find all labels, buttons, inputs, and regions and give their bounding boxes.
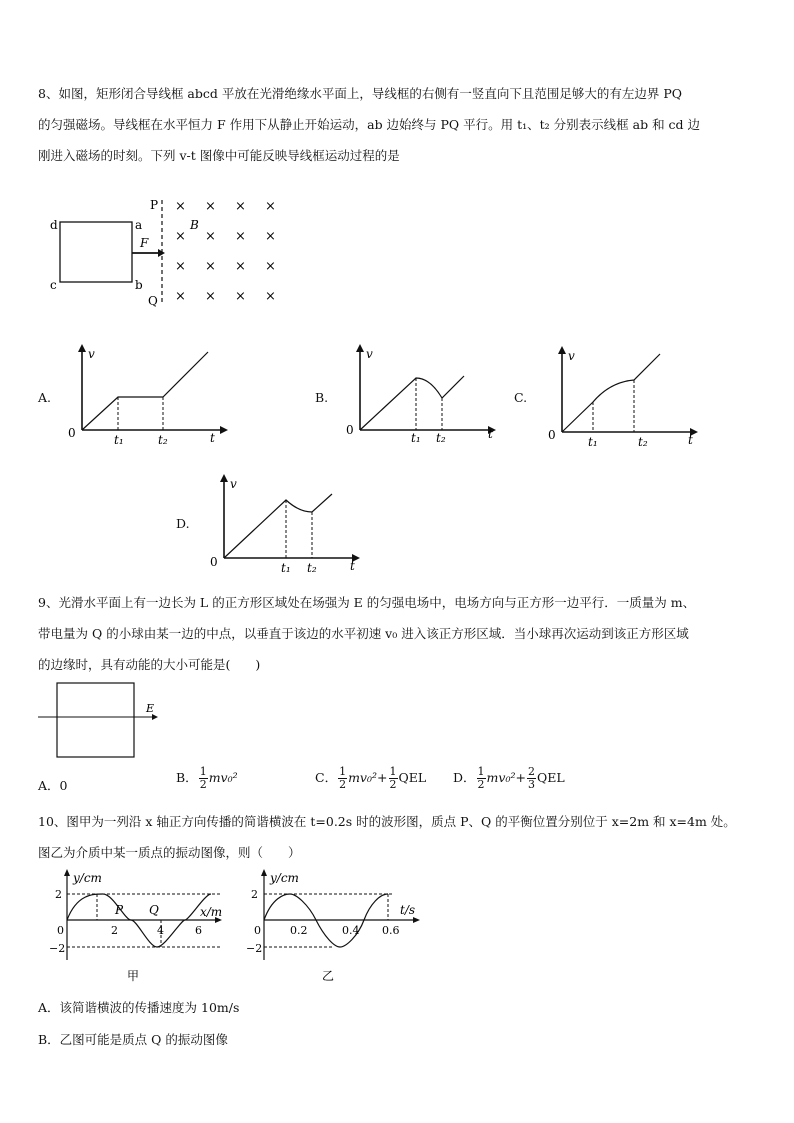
svg-text:t/s: t/s [400,903,416,917]
q9-line-1: 9、光滑水平面上有一边长为 L 的正方形区域处在场强为 E 的匀强电场中，电场方向与正方形一边平行．一质量为 m、 [38,595,696,610]
svg-text:0.4: 0.4 [342,924,360,937]
q8-line-2: 的匀强磁场。导线框在水平恒力 F 作用下从静止开始运动，ab 边始终与 PQ 平行。用 t₁、t₂ 分别表示线框 ab 和 cd 边 [38,117,701,132]
wire-frame [60,222,132,282]
svg-text:t: t [488,427,493,441]
q9-option-A[interactable]: A．0 [38,778,68,793]
q8-option-C-label[interactable]: C. [514,390,528,405]
q8-graph-B [338,340,508,450]
label-P: P [150,198,159,212]
q8-graph-D [202,472,372,582]
q9-line-2: 带电量为 Q 的小球由某一边的中点，以垂直于该边的水平初速 v₀ 进入该正方形区域．当小球再次运动到该正方形区域 [38,626,689,641]
label-a: a [135,218,143,232]
caption-yi: 乙 [322,969,335,983]
svg-text:0: 0 [254,924,261,937]
svg-text:0: 0 [210,555,218,569]
svg-text:×: × [205,259,216,274]
svg-text:−2: −2 [246,942,263,955]
svg-text:t₂: t₂ [307,561,317,575]
square-region [57,683,134,757]
svg-text:6: 6 [195,924,202,937]
v-t-curve [82,352,208,430]
q8-option-D-label[interactable]: D. [176,516,190,531]
v-t-curve [562,354,660,432]
svg-text:t₁: t₁ [588,435,598,449]
svg-text:4: 4 [157,924,164,937]
svg-text:t₂: t₂ [638,435,648,449]
svg-text:v: v [230,477,237,491]
svg-text:t₁: t₁ [281,561,291,575]
svg-text:×: × [205,289,216,304]
svg-text:×: × [265,229,276,244]
svg-text:v: v [88,347,95,361]
q8-graph-C [540,340,710,450]
svg-text:0: 0 [57,924,64,937]
svg-text:0.2: 0.2 [290,924,308,937]
svg-text:−2: −2 [49,942,66,955]
svg-text:×: × [175,229,186,244]
q9-option-D[interactable]: D． $\frac{1}{2}$ mv₀²+ $\frac{2}{3}$ QEL [453,765,565,791]
svg-text:×: × [175,289,186,304]
svg-text:y/cm: y/cm [270,871,299,885]
svg-text:×: × [265,199,276,214]
label-b: b [135,278,143,292]
q8-option-A-label[interactable]: A. [38,390,52,405]
vibration-graph-yi [248,868,428,983]
label-d: d [50,218,58,232]
svg-text:×: × [205,199,216,214]
q10-line-2: 图乙为介质中某一质点的振动图像，则（ ） [38,845,301,860]
v-t-curve [224,494,332,558]
q9-option-C[interactable]: C． $\frac{1}{2}$ mv₀²+ $\frac{1}{2}$ QEL [315,765,427,791]
svg-text:×: × [205,229,216,244]
q9-line-3: 的边缘时，具有动能的大小可能是( ) [38,657,261,672]
svg-text:×: × [175,259,186,274]
svg-text:x/m: x/m [200,905,223,919]
svg-text:0.6: 0.6 [382,924,400,937]
label-B: B [190,218,199,232]
q10-option-A[interactable]: A．该简谐横波的传播速度为 10m/s [38,1000,240,1015]
svg-text:×: × [235,229,246,244]
label-F: F [140,236,149,250]
q8-setup-figure [40,195,290,310]
svg-text:v: v [568,349,575,363]
svg-text:×: × [235,289,246,304]
svg-text:2: 2 [55,888,62,901]
q10-line-1: 10、图甲为一列沿 x 轴正方向传播的简谐横波在 t=0.2s 时的波形图，质点 P、Q 的平衡位置分别位于 x=2m 和 x=4m 处。 [38,814,736,829]
svg-text:×: × [265,289,276,304]
svg-text:0: 0 [68,426,76,440]
svg-text:t: t [350,559,355,573]
magnetic-field-crosses [175,199,276,304]
svg-text:t: t [688,433,693,447]
wave-graph-jia [45,868,235,983]
svg-text:t: t [210,431,215,445]
svg-text:0: 0 [548,428,556,442]
label-E: E [146,702,155,715]
svg-text:2: 2 [251,888,258,901]
svg-text:t₂: t₂ [158,433,168,447]
svg-text:0: 0 [346,423,354,437]
svg-text:t₁: t₁ [114,433,124,447]
caption-jia: 甲 [127,969,140,983]
svg-text:2: 2 [111,924,118,937]
svg-text:Q: Q [149,903,159,917]
q9-square-field-figure [36,680,166,760]
svg-text:t₂: t₂ [436,431,446,445]
v-t-curve [360,376,464,430]
svg-text:y/cm: y/cm [73,871,102,885]
svg-text:×: × [235,199,246,214]
svg-text:P: P [115,903,124,917]
svg-text:×: × [235,259,246,274]
svg-text:t₁: t₁ [411,431,421,445]
q8-line-3: 刚进入磁场的时刻。下列 v-t 图像中可能反映导线框运动过程的是 [38,148,400,163]
q9-option-B[interactable]: B． $\frac{1}{2}$ mv₀² [176,765,238,791]
label-c: c [50,278,57,292]
q8-option-B-label[interactable]: B. [315,390,329,405]
svg-text:×: × [175,199,186,214]
q8-line-1: 8、如图，矩形闭合导线框 abcd 平放在光滑绝缘水平面上，导线框的右侧有一竖直向下且范围足够大的有左边界 PQ [38,86,682,101]
svg-text:v: v [366,347,373,361]
label-Q: Q [148,294,158,308]
q8-graph-A [60,340,230,450]
q10-option-B[interactable]: B．乙图可能是质点 Q 的振动图像 [38,1032,228,1047]
svg-text:×: × [265,259,276,274]
